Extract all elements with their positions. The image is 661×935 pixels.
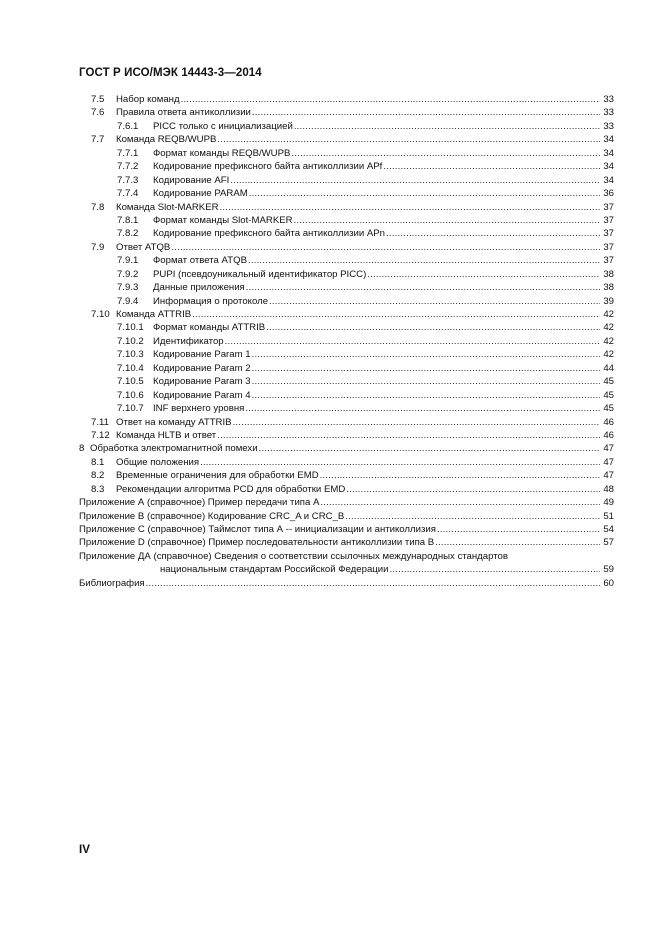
toc-entry[interactable] <box>79 469 614 482</box>
toc-entry-page: 37 <box>603 241 614 253</box>
toc-entry-title: INF верхнего уровня <box>153 403 245 415</box>
toc-entry-title: Набор команд <box>116 94 180 105</box>
toc-leader-dots <box>367 268 600 281</box>
toc-entry-number: 7.8.2 <box>117 228 139 240</box>
toc-entry[interactable] <box>79 120 614 133</box>
toc-entry[interactable] <box>79 389 614 402</box>
toc-entry[interactable] <box>79 523 614 536</box>
toc-entry[interactable] <box>79 483 614 496</box>
toc-entry-title: Кодирование префиксного байта антиколлизии APn <box>153 228 386 240</box>
toc-entry-number: 7.7.1 <box>117 147 139 159</box>
toc-entry-page: 38 <box>603 282 614 294</box>
toc-entry-title: Команда REQB/WUPB <box>116 134 217 146</box>
toc-entry[interactable] <box>79 362 614 375</box>
toc-entry-number: 7.10.7 <box>117 403 144 415</box>
toc-entry-page: 59 <box>603 564 614 576</box>
table-of-contents <box>79 93 614 590</box>
toc-entry[interactable] <box>79 577 614 590</box>
toc-entry-number: 8.2 <box>91 470 105 482</box>
toc-entry-number: 7.9.3 <box>117 282 139 294</box>
toc-entry-page: 39 <box>603 295 614 307</box>
toc-entry[interactable] <box>79 106 614 119</box>
toc-entry[interactable] <box>79 496 614 509</box>
toc-leader-dots <box>217 133 600 146</box>
toc-entry-title: Формат команды ATTRIB <box>153 322 266 334</box>
toc-leader-dots <box>200 456 600 469</box>
toc-entry-title: Команда HLTB и ответ <box>116 429 217 441</box>
toc-entry-number: 7.6.1 <box>117 120 139 132</box>
toc-entry-page: 47 <box>603 470 614 482</box>
toc-entry-title: PUPI (псевдоуникальный идентификатор PICC) <box>153 268 367 280</box>
toc-leader-dots <box>252 106 600 119</box>
toc-entry-title: Кодирование Param 1 <box>153 349 251 361</box>
toc-entry-page: 60 <box>603 577 614 589</box>
toc-entry[interactable] <box>79 201 614 214</box>
toc-entry-page: 33 <box>603 120 614 132</box>
toc-entry[interactable] <box>79 375 614 388</box>
toc-leader-dots <box>266 321 600 334</box>
toc-leader-dots <box>269 295 600 308</box>
toc-leader-dots <box>259 442 600 455</box>
toc-leader-dots <box>246 281 600 294</box>
toc-entry[interactable] <box>79 335 614 348</box>
toc-entry-number: 7.7.2 <box>117 161 139 173</box>
toc-entry-number: 7.10 <box>91 309 110 320</box>
toc-entry-number: 8 <box>79 443 85 455</box>
toc-entry-number: 7.9.4 <box>117 295 139 307</box>
toc-entry-title: Формат команды Slot-MARKER <box>153 214 293 226</box>
toc-entry-number: 7.7.3 <box>117 174 139 186</box>
toc-entry[interactable] <box>79 241 614 254</box>
toc-entry-page: 33 <box>603 94 614 105</box>
toc-entry[interactable] <box>79 563 614 576</box>
document-header: ГОСТ Р ИСО/МЭК 14443-3—2014 <box>79 67 262 79</box>
toc-entry-title: Кодирование Param 2 <box>153 362 251 374</box>
toc-entry-title: Обработка электромагнитной помехи <box>90 443 258 455</box>
toc-entry-page: 34 <box>603 174 614 186</box>
toc-entry[interactable] <box>79 133 614 146</box>
toc-entry[interactable] <box>79 536 614 549</box>
toc-leader-dots <box>390 563 601 576</box>
toc-entry-title: Данные приложения <box>153 282 245 294</box>
toc-entry-number: 7.10.1 <box>117 322 144 334</box>
toc-leader-dots <box>233 416 600 429</box>
toc-entry-title: Идентификатор <box>153 335 224 347</box>
toc-entry-number: 7.5 <box>91 94 105 105</box>
toc-leader-dots <box>181 93 600 106</box>
toc-entry[interactable] <box>79 402 614 415</box>
toc-entry-page: 45 <box>603 376 614 388</box>
toc-leader-dots <box>252 348 600 361</box>
toc-entry-title: Формат команды REQB/WUPB <box>153 147 291 159</box>
toc-entry[interactable] <box>79 227 614 240</box>
toc-entry-page: 34 <box>603 161 614 173</box>
toc-entry-number: 7.7.4 <box>117 188 139 200</box>
toc-entry-title: Приложение А (справочное) Пример передачи типа А <box>79 497 320 509</box>
toc-entry-page: 44 <box>603 362 614 374</box>
toc-entry-number: 8.1 <box>91 456 105 468</box>
toc-entry-page: 47 <box>603 456 614 468</box>
toc-leader-dots <box>230 174 600 187</box>
toc-entry-title: Команда ATTRIB <box>116 309 192 320</box>
toc-entry[interactable] <box>79 93 614 106</box>
toc-leader-dots <box>291 147 600 160</box>
toc-entry-title: Кодирование Param 4 <box>153 389 251 401</box>
toc-entry-page: 42 <box>603 322 614 334</box>
toc-entry-title: Приложение В (справочное) Кодирование CRC_A и CRC_B <box>79 510 345 522</box>
toc-entry[interactable] <box>79 268 614 281</box>
toc-entry-number: 7.8 <box>91 201 105 213</box>
toc-entry-number: 7.9.2 <box>117 268 139 280</box>
toc-entry-title: Ответ на команду ATTRIB <box>116 416 232 428</box>
toc-entry-number: 7.10.3 <box>117 349 144 361</box>
toc-entry-title: Правила ответа антиколлизии <box>116 107 251 119</box>
toc-leader-dots <box>146 577 600 590</box>
toc-entry[interactable] <box>79 187 614 200</box>
toc-leader-dots <box>437 523 600 536</box>
toc-entry-title: Ответ ATQB <box>116 241 171 253</box>
toc-entry-page: 46 <box>603 429 614 441</box>
toc-entry-number: 7.6 <box>91 107 105 119</box>
toc-entry-page: 37 <box>603 214 614 226</box>
toc-entry[interactable] <box>79 174 614 187</box>
toc-entry-number: 8.3 <box>91 483 105 495</box>
toc-entry-title: Временные ограничения для обработки EMD <box>116 470 319 482</box>
toc-leader-dots <box>345 510 600 523</box>
toc-entry-number: 7.9 <box>91 241 105 253</box>
toc-entry-page: 38 <box>603 268 614 280</box>
page-number: IV <box>79 844 90 856</box>
toc-leader-dots <box>171 241 600 254</box>
toc-entry-page: 47 <box>603 443 614 455</box>
toc-entry-title: Библиография <box>79 577 145 589</box>
toc-entry-page: 46 <box>603 416 614 428</box>
toc-leader-dots <box>245 402 600 415</box>
toc-entry-title: Информация о протоколе <box>153 295 269 307</box>
toc-entry-page: 37 <box>603 255 614 267</box>
toc-entry[interactable] <box>79 429 614 442</box>
toc-entry[interactable] <box>79 295 614 308</box>
toc-entry-title: Общие положения <box>116 456 200 468</box>
toc-leader-dots <box>320 496 600 509</box>
toc-entry[interactable] <box>79 214 614 227</box>
toc-entry-number: 7.8.1 <box>117 214 139 226</box>
toc-entry-title: Команда Slot-MARKER <box>116 201 219 213</box>
toc-entry-number: 7.10.2 <box>117 335 144 347</box>
toc-leader-dots <box>252 362 600 375</box>
toc-entry-page: 33 <box>603 107 614 119</box>
toc-entry-title: Приложение ДА (справочное) Сведения о соответствии ссылочных международных стандартов <box>79 550 508 562</box>
toc-entry-page: 37 <box>603 228 614 240</box>
toc-leader-dots <box>217 429 600 442</box>
toc-leader-dots <box>252 389 600 402</box>
toc-entry-page: 54 <box>603 524 614 535</box>
toc-entry-page: 45 <box>603 403 614 415</box>
toc-entry-number: 7.7 <box>91 134 105 146</box>
toc-leader-dots <box>294 120 600 133</box>
toc-entry-title: Формат ответа ATQB <box>153 255 247 267</box>
toc-entry-title: национальным стандартам Российской Федерации <box>160 564 389 576</box>
toc-leader-dots <box>346 483 600 496</box>
toc-entry-page: 36 <box>603 188 614 200</box>
toc-leader-dots <box>225 335 600 348</box>
toc-entry[interactable] <box>79 442 614 455</box>
toc-entry-number: 7.9.1 <box>117 255 139 267</box>
toc-entry-page: 51 <box>603 510 614 522</box>
toc-entry-page: 57 <box>603 537 614 549</box>
toc-entry-page: 34 <box>603 134 614 146</box>
toc-entry-title: Кодирование PARAM <box>153 188 248 200</box>
toc-entry-page: 42 <box>603 349 614 361</box>
toc-entry-title: Кодирование префиксного байта антиколлизии APf <box>153 161 383 173</box>
toc-entry[interactable] <box>79 281 614 294</box>
toc-entry[interactable] <box>79 308 614 321</box>
toc-entry-title: Приложение D (справочное) Пример последовательности антиколлизии типа В <box>79 537 435 549</box>
toc-leader-dots <box>435 536 600 549</box>
toc-entry-title: PICC только с инициализацией <box>153 120 293 132</box>
toc-leader-dots <box>252 375 600 388</box>
toc-entry-title: Кодирование Param 3 <box>153 376 251 388</box>
toc-entry-page: 37 <box>603 201 614 213</box>
toc-leader-dots <box>383 160 600 173</box>
toc-entry-title: Рекомендации алгоритма PCD для обработки EMD <box>116 483 346 495</box>
toc-leader-dots <box>386 227 600 240</box>
toc-entry-title: Приложение С (справочное) Таймслот типа А -- инициализации и антиколлизия <box>79 524 436 535</box>
toc-entry[interactable] <box>79 147 614 160</box>
toc-entry[interactable] <box>79 254 614 267</box>
toc-entry[interactable] <box>79 160 614 173</box>
toc-entry-page: 48 <box>603 483 614 495</box>
toc-leader-dots <box>192 308 600 321</box>
toc-entry-page: 42 <box>603 335 614 347</box>
toc-entry[interactable] <box>79 510 614 523</box>
toc-leader-dots <box>320 469 600 482</box>
toc-entry-number: 7.10.5 <box>117 376 144 388</box>
toc-entry-page: 49 <box>603 497 614 509</box>
toc-entry[interactable] <box>79 550 614 563</box>
toc-entry-number: 7.11 <box>91 416 109 428</box>
toc-entry[interactable] <box>79 348 614 361</box>
toc-entry[interactable] <box>79 416 614 429</box>
toc-entry-number: 7.12 <box>91 429 110 441</box>
toc-entry-page: 45 <box>603 389 614 401</box>
toc-entry-page: 34 <box>603 147 614 159</box>
toc-entry[interactable] <box>79 456 614 469</box>
toc-leader-dots <box>249 187 600 200</box>
toc-entry[interactable] <box>79 321 614 334</box>
toc-entry-title: Кодирование AFI <box>153 174 230 186</box>
toc-entry-page: 42 <box>603 309 614 320</box>
toc-entry-number: 7.10.4 <box>117 362 144 374</box>
toc-leader-dots <box>248 254 600 267</box>
toc-leader-dots <box>220 201 600 214</box>
toc-entry-number: 7.10.6 <box>117 389 144 401</box>
toc-leader-dots <box>294 214 600 227</box>
